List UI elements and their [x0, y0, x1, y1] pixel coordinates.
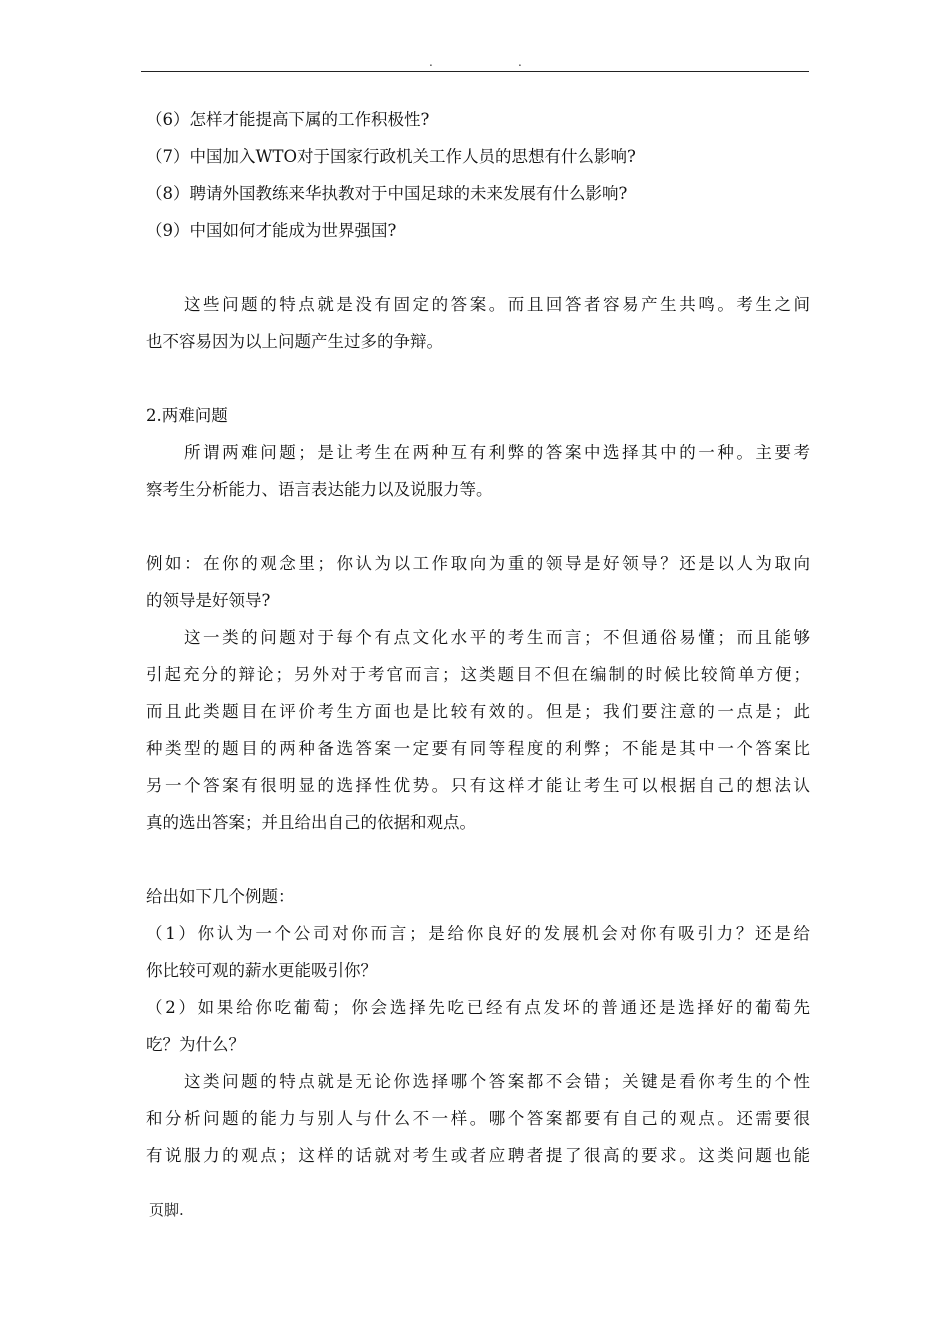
- spacer: [146, 508, 810, 545]
- paragraph-line: 这类问题的特点就是无论你选择哪个答案都不会错；关键是看你考生的个性: [184, 1072, 810, 1091]
- paragraph-line: 另一个答案有很明显的选择性优势。只有这样才能让考生可以根据自己的想法认: [146, 776, 810, 795]
- paragraph-line: 这些问题的特点就是没有固定的答案。而且回答者容易产生共鸣。考生之间: [184, 295, 810, 314]
- list-item: （7）中国加入WTO对于国家行政机关工作人员的思想有什么影响?: [146, 147, 636, 166]
- paragraph-line: 的领导是好领导?: [146, 591, 271, 610]
- paragraph-line: 引起充分的辩论；另外对于考官而言；这类题目不但在编制的时候比较简单方便；: [146, 665, 810, 684]
- paragraph-summary: [146, 1063, 810, 1174]
- question-list: [146, 101, 810, 249]
- list-item: （6）怎样才能提高下属的工作积极性?: [146, 110, 430, 129]
- paragraph-line: 有说服力的观点；这样的话就对考生或者应聘者提了很高的要求。这类问题也能: [146, 1146, 810, 1165]
- paragraph-line: 所谓两难问题；是让考生在两种互有利弊的答案中选择其中的一种。主要考: [184, 443, 810, 462]
- example-item-1: [146, 915, 810, 989]
- paragraph-line: 吃？为什么？: [146, 1035, 245, 1054]
- paragraph-characteristics: [146, 286, 810, 360]
- spacer: [146, 841, 810, 878]
- example-item-2: [146, 989, 810, 1063]
- header-dot-left: .: [429, 55, 433, 69]
- list-item: （8）聘请外国教练来华执教对于中国足球的未来发展有什么影响?: [146, 184, 628, 203]
- header-rule: [141, 71, 809, 72]
- header-dot-right: .: [518, 55, 522, 69]
- example-question: [146, 545, 810, 619]
- paragraph-line: 这一类的问题对于每个有点文化水平的考生而言；不但通俗易懂；而且能够: [184, 628, 810, 647]
- paragraph-explanation: [146, 619, 810, 841]
- paragraph-line: 而且此类题目在评价考生方面也是比较有效的。但是；我们要注意的一点是；此: [146, 702, 810, 721]
- section-title: 2.两难问题: [146, 406, 228, 425]
- paragraph-line: 你比较可观的薪水更能吸引你？: [146, 961, 377, 980]
- spacer: [146, 360, 810, 397]
- paragraph-line: 也不容易因为以上问题产生过多的争辩。: [146, 332, 443, 351]
- document-body: [146, 101, 810, 1174]
- paragraph-line: 例如：在你的观念里；你认为以工作取向为重的领导是好领导？还是以人为取向: [146, 554, 810, 573]
- paragraph-line: 真的选出答案；并且给出自己的依据和观点。: [146, 813, 476, 832]
- paragraph-line: 察考生分析能力、语言表达能力以及说服力等。: [146, 480, 493, 499]
- paragraph-line: 和分析问题的能力与别人与什么不一样。哪个答案都要有自己的观点。还需要很: [146, 1109, 810, 1128]
- examples-intro: 给出如下几个例题：: [146, 887, 295, 906]
- paragraph-line: （2）如果给你吃葡萄；你会选择先吃已经有点发坏的普通还是选择好的葡萄先: [146, 998, 810, 1017]
- paragraph-dilemma-definition: [146, 434, 810, 508]
- spacer: [146, 249, 810, 286]
- paragraph-line: （1）你认为一个公司对你而言；是给你良好的发展机会对你有吸引力？还是给: [146, 924, 810, 943]
- list-item: （9）中国如何才能成为世界强国?: [146, 221, 397, 240]
- paragraph-line: 种类型的题目的两种备选答案一定要有同等程度的利弊；不能是其中一个答案比: [146, 739, 810, 758]
- page-footer: 页脚.: [149, 1201, 184, 1219]
